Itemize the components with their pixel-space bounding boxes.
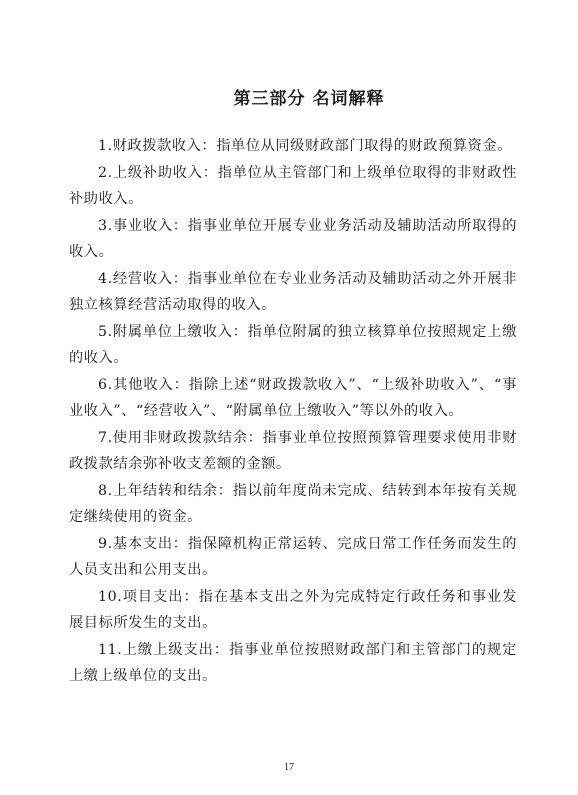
paragraph-7: 7.使用非财政拨款结余：指事业单位按照预算管理要求使用非财政拨款结余弥补收支差额的金额。: [69, 429, 517, 472]
paragraph-9: 9.基本支出：指保障机构正常运转、完成日常工作任务而发生的人员支出和公用支出。: [69, 535, 517, 578]
page-title: 第三部分 名词解释: [233, 89, 385, 109]
paragraph-3: 3.事业收入：指事业单位开展专业业务活动及辅助活动所取得的收入。: [69, 217, 517, 260]
document-body: [69, 133, 517, 690]
paragraph-2: 2.上级补助收入：指单位从主管部门和上级单位取得的非财政性补助收入。: [69, 164, 517, 207]
paragraph-4: 4.经营收入：指事业单位在专业业务活动及辅助活动之外开展非独立核算经营活动取得的收入。: [69, 270, 517, 313]
paragraph-1: 1.财政拨款收入：指单位从同级财政部门取得的财政预算资金。: [98, 138, 513, 154]
paragraph-6: 6.其他收入：指除上述“财政拨款收入”、“上级补助收入”、“事业收入”、“经营收入”、“附属单位上缴收入”等以外的收入。: [69, 376, 517, 419]
paragraph-11: 11.上缴上级支出：指事业单位按照财政部门和主管部门的规定上缴上级单位的支出。: [69, 641, 517, 684]
paragraph-5: 5.附属单位上缴收入：指单位附属的独立核算单位按照规定上缴的收入。: [69, 323, 517, 366]
page-number: 17: [284, 762, 294, 773]
paragraph-10: 10.项目支出：指在基本支出之外为完成特定行政任务和事业发展目标所发生的支出。: [69, 588, 517, 631]
paragraph-8: 8.上年结转和结余：指以前年度尚未完成、结转到本年按有关规定继续使用的资金。: [69, 482, 517, 525]
